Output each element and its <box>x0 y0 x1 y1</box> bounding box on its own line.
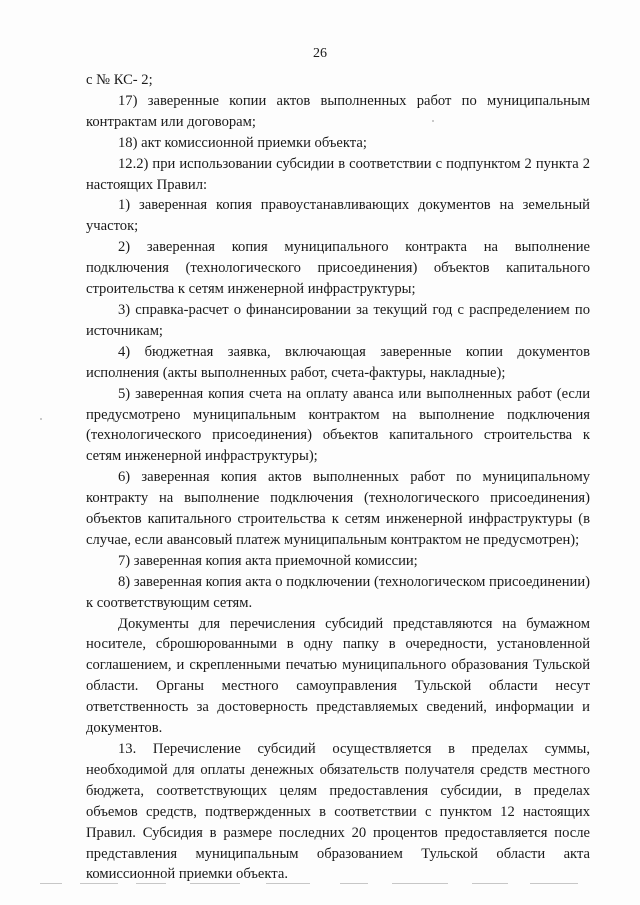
scan-speck <box>40 418 42 420</box>
list-item-5: 5) заверенная копия счета на оплату аванса или выполненных работ (если предусмотрено муниципальным контрактом на выполнение подключения (технологического присоединения) объектов капитального строительства к сетям инженерной инфраструктуры); <box>86 385 590 465</box>
list-item-6: 6) заверенная копия актов выполненных работ по муниципальному контракту на выполнение подключения (технологического присоединения) объектов капитального строительства к сетям инженерной инфраструктуры (в случае, если авансовый платеж муниципальным контрактом не предусмотрен); <box>86 469 590 548</box>
list-item-7: 7) заверенная копия акта приемочной комиссии; <box>118 552 418 569</box>
list-item-2: 2) заверенная копия муниципального контракта на выполнение подключения (технологического присоединения) объектов капитального строительства к сетям инженерной инфраструктуры; <box>86 239 590 298</box>
list-item-8: 8) заверенная копия акта о подключении (технологическом присоединении) к соответствующим сетям. <box>86 573 590 611</box>
section-13: 13. Перечисление субсидий осуществляется в пределах суммы, необходимой для оплаты денежных обязательств получателя средств местного бюджета, соответствующих целям предоставления субсидии, в пределах объемов средств, подтвержденных в соответствии с пунктом 12 настоящих Правил. Субсидия в размере последних 20 процентов предоставляется после представления муниципальным образованием Тульской области акта комиссионной приемки объекта. <box>86 741 590 883</box>
page-number: 26 <box>313 46 327 61</box>
documents-paragraph: Документы для перечисления субсидий представляются на бумажном носителе, сброшюрованными в одну папку в очередности, установленной соглашением, и скрепленными печатью муниципального образования Тульской области. Органы местного самоуправления Тульской области несут ответственность за достоверность представляемых сведений, информации и документов. <box>86 615 590 737</box>
list-item-3: 3) справка-расчет о финансировании за текущий год с распределением по источникам; <box>86 301 590 339</box>
scan-speck <box>432 120 434 122</box>
document-body <box>86 70 590 885</box>
paragraph-continuation-ks2: с № КС- 2; <box>86 72 153 88</box>
subsection-12-2: 12.2) при использовании субсидии в соответствии с подпунктом 2 пункта 2 настоящих Правил: <box>86 155 590 193</box>
list-item-1: 1) заверенная копия правоустанавливающих документов на земельный участок; <box>86 197 590 235</box>
list-item-17: 17) заверенные копии актов выполненных работ по муниципальным контрактам или договорам; <box>86 92 590 130</box>
list-item-4: 4) бюджетная заявка, включающая заверенные копии документов исполнения (акты выполненных работ, счета-фактуры, накладные); <box>86 343 590 381</box>
list-item-18: 18) акт комиссионной приемки объекта; <box>118 134 367 151</box>
scan-artifact-footer <box>40 883 600 887</box>
